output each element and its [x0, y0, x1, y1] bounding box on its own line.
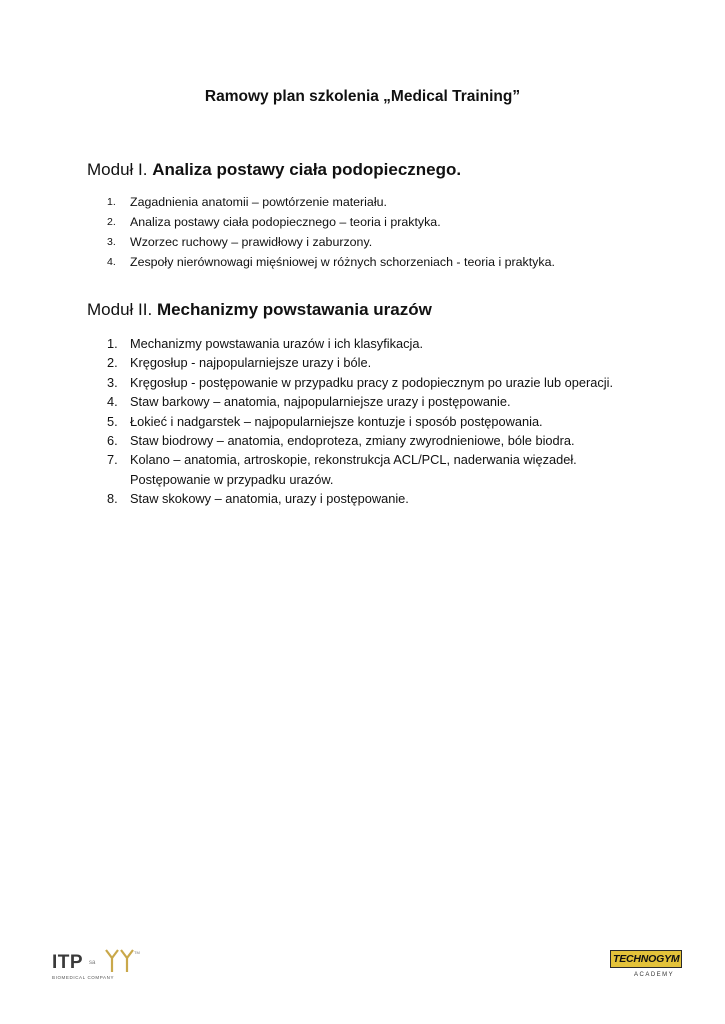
- technogym-logo-badge: [610, 950, 682, 968]
- list-item-number: 1.: [107, 196, 116, 208]
- list-item-number: 3.: [107, 235, 116, 248]
- module-2-title: Mechanizmy powstawania urazów: [156, 300, 432, 319]
- module-2-prefix: Moduł II.: [87, 300, 153, 319]
- list-item-number: 3.: [107, 374, 118, 390]
- module-2-list: [87, 334, 687, 509]
- list-item-continuation: Postępowanie w przypadku urazów.: [130, 471, 334, 487]
- list-item-text: Staw biodrowy – anatomia, endoproteza, zmiany zwyrodnieniowe, bóle biodra.: [130, 433, 575, 449]
- list-item-text: Kręgosłup - postępowanie w przypadku pracy z podopiecznym po urazie lub operacji.: [130, 374, 613, 390]
- list-item-number: 1.: [107, 336, 118, 351]
- list-item: [87, 213, 687, 233]
- list-item-text: Kręgosłup - najpopularniejsze urazy i bóle.: [130, 355, 372, 371]
- module-1-prefix: Moduł I.: [87, 160, 148, 179]
- list-item-number: 2.: [107, 215, 116, 228]
- itp-logo-suffix: sa: [89, 960, 96, 966]
- list-item-number: 6.: [107, 433, 118, 449]
- list-item: [87, 489, 687, 508]
- module-1-title: Analiza postawy ciała podopiecznego.: [152, 160, 462, 179]
- technogym-logo-text: TECHNOGYM: [613, 953, 680, 965]
- list-item-text: Wzorzec ruchowy – prawidłowy i zaburzony.: [130, 234, 373, 249]
- document-title: Ramowy plan szkolenia „Medical Training”: [204, 88, 521, 105]
- list-item-number: 4.: [107, 255, 116, 268]
- list-item: [87, 253, 687, 273]
- list-item: [87, 450, 687, 489]
- list-item: [87, 392, 687, 411]
- list-item-number: 8.: [107, 491, 118, 507]
- list-item: [87, 431, 687, 450]
- list-item-text: Mechanizmy powstawania urazów i ich klasyfikacja.: [130, 336, 424, 351]
- module-1-list: [87, 193, 687, 273]
- list-item-text: Analiza postawy ciała podopiecznego – teoria i praktyka.: [130, 214, 441, 229]
- itp-logo: [52, 948, 148, 984]
- list-item-number: 2.: [107, 355, 118, 371]
- technogym-logo: [610, 950, 684, 986]
- list-item-number: 5.: [107, 413, 118, 429]
- list-item-number: 7.: [107, 452, 118, 468]
- module-1-heading: [87, 160, 461, 180]
- list-item: [87, 353, 687, 372]
- list-item: [87, 193, 687, 213]
- list-item: [87, 373, 687, 392]
- list-item-text: Łokieć i nadgarstek – najpopularniejsze kontuzje i sposób postępowania.: [130, 413, 543, 429]
- itp-logo-text: ITP: [52, 952, 84, 973]
- module-2-heading: [87, 300, 432, 320]
- list-item: [87, 412, 687, 431]
- list-item-text: Staw skokowy – anatomia, urazy i postępowanie.: [130, 491, 409, 507]
- list-item-number: 4.: [107, 394, 118, 410]
- itp-tuning-fork-icon: [102, 948, 142, 974]
- list-item-text: Staw barkowy – anatomia, najpopularniejsze urazy i postępowanie.: [130, 394, 511, 410]
- list-item: [87, 233, 687, 253]
- itp-logo-subtitle: BIOMEDICAL COMPANY: [52, 975, 115, 980]
- list-item: [87, 334, 687, 353]
- technogym-logo-subtitle: ACADEMY: [634, 972, 675, 978]
- list-item-text: Zagadnienia anatomii – powtórzenie materiału.: [130, 195, 387, 209]
- list-item-text: Kolano – anatomia, artroskopie, rekonstrukcja ACL/PCL, naderwania więzadeł.: [130, 452, 577, 468]
- svg-text:TM: TM: [134, 950, 140, 955]
- list-item-text: Zespoły nierównowagi mięśniowej w różnych schorzeniach - teoria i praktyka.: [130, 254, 555, 269]
